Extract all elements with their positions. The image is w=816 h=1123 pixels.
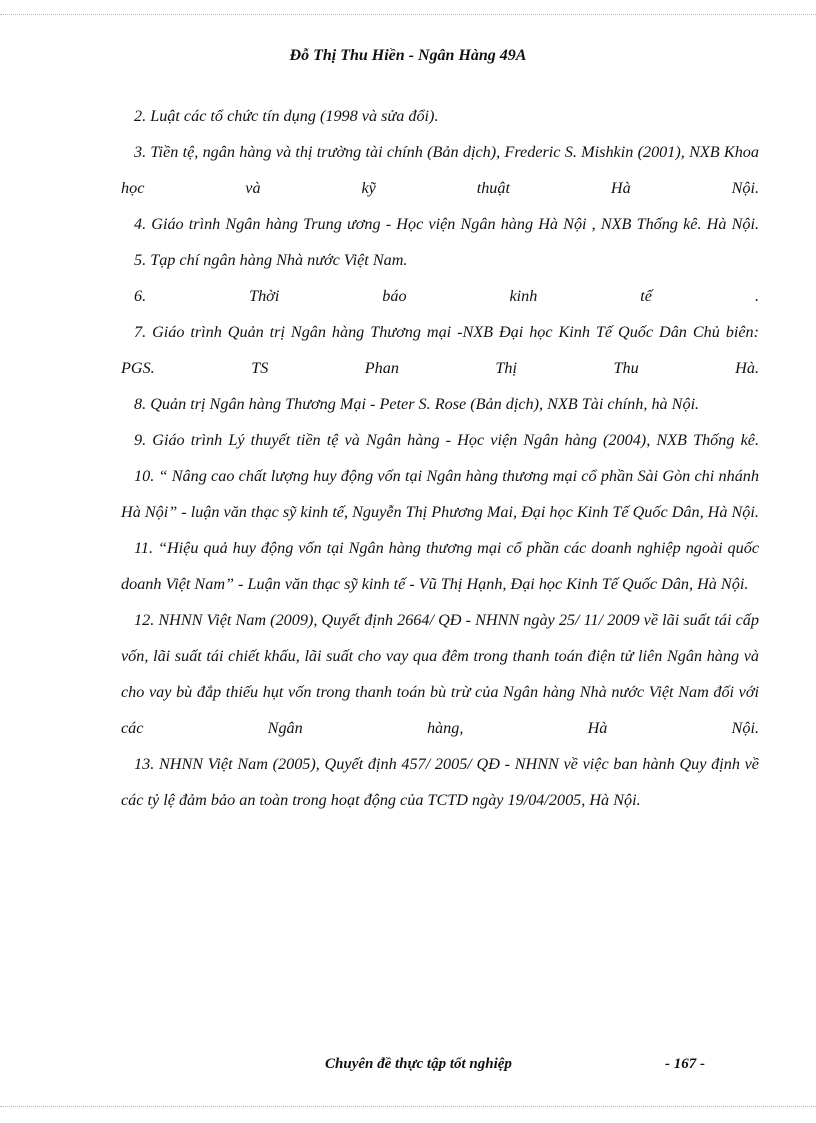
reference-item: 13. NHNN Việt Nam (2005), Quyết định 457/ 2005/ QĐ - NHNN về việc ban hành Quy định về các tỷ lệ đảm bảo an toàn trong hoạt động của TCTD ngày 19/04/2005, Hà Nội. <box>121 755 759 809</box>
reference-item: 7. Giáo trình Quản trị Ngân hàng Thương mại -NXB Đại học Kinh Tế Quốc Dân Chủ biên: PGS. TS Phan Thị Thu Hà. <box>121 323 759 377</box>
page-top-border <box>0 14 816 15</box>
reference-item: 9. Giáo trình Lý thuyết tiền tệ và Ngân hàng - Học viện Ngân hàng (2004), NXB Thống kê. <box>134 431 759 449</box>
reference-item: 8. Quản trị Ngân hàng Thương Mại - Peter S. Rose (Bản dịch), NXB Tài chính, hà Nội. <box>134 395 700 413</box>
reference-list <box>121 98 759 818</box>
reference-item: 10. “ Nâng cao chất lượng huy động vốn tại Ngân hàng thương mại cổ phần Sài Gòn chi nhánh Hà Nội” - luận văn thạc sỹ kinh tế, Nguyễn Thị Phương Mai, Đại học Kinh Tế Quốc Dân, Hà Nội. <box>121 467 759 521</box>
reference-item: 2. Luật các tổ chức tín dụng (1998 và sửa đổi). <box>134 107 439 125</box>
page-number: - 167 - <box>665 1056 705 1072</box>
reference-item: 12. NHNN Việt Nam (2009), Quyết định 2664/ QĐ - NHNN ngày 25/ 11/ 2009 về lãi suất tái cấp vốn, lãi suất tái chiết khấu, lãi suất cho vay qua đêm trong thanh toán điện tử liên Ngân hàng và cho vay bù đắp thiếu hụt vốn trong thanh toán bù trừ của Ngân hàng Nhà nước Việt Nam đối với các Ngân hàng, Hà Nội. <box>121 611 759 737</box>
page-bottom-border <box>0 1106 816 1107</box>
reference-item: 11. “Hiệu quả huy động vốn tại Ngân hàng thương mại cổ phần các doanh nghiệp ngoài quốc doanh Việt Nam” - Luận văn thạc sỹ kinh tế - Vũ Thị Hạnh, Đại học Kinh Tế Quốc Dân, Hà Nội. <box>121 539 759 593</box>
reference-item: 5. Tạp chí ngân hàng Nhà nước Việt Nam. <box>134 251 408 269</box>
reference-item: 3. Tiền tệ, ngân hàng và thị trường tài chính (Bản dịch), Frederic S. Mishkin (2001), NXB Khoa học và kỹ thuật Hà Nội. <box>121 143 759 197</box>
reference-item: 6. Thời báo kinh tế . <box>134 287 759 305</box>
footer-title: Chuyên đề thực tập tốt nghiệp <box>325 1056 512 1072</box>
reference-item: 4. Giáo trình Ngân hàng Trung ương - Học viện Ngân hàng Hà Nội , NXB Thống kê. Hà Nội. <box>134 215 759 233</box>
page-header: Đỗ Thị Thu Hiền - Ngân Hàng 49A <box>289 47 527 64</box>
